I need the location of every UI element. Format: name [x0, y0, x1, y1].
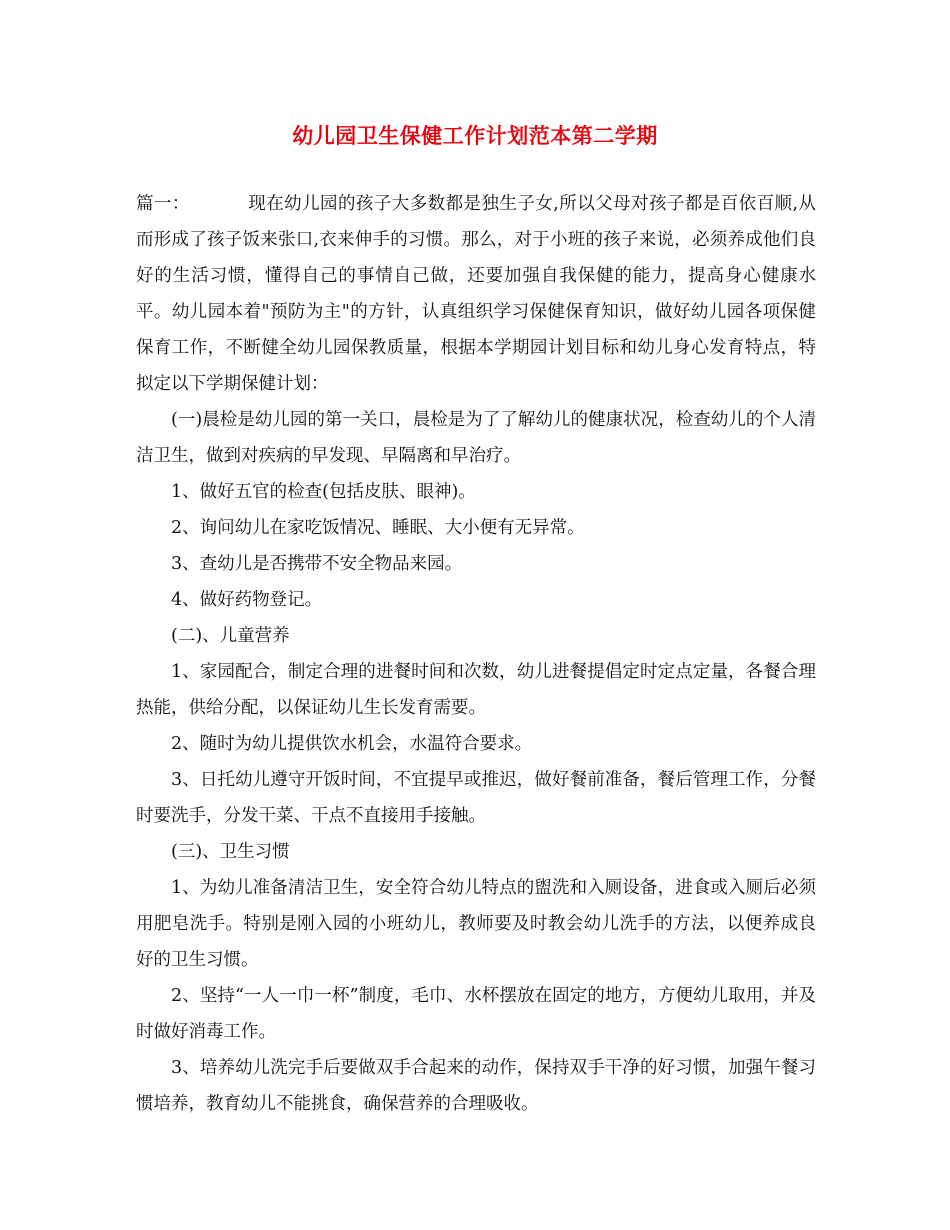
list-item: 1、为幼儿准备清洁卫生，安全符合幼儿特点的盥洗和入厕设备，进食或入厕后必须用肥皂洗手。特别是刚入园的小班幼儿，教师要及时教会幼儿洗手的方法，以便养成良好的卫生习惯。	[136, 878, 816, 970]
intro-paragraph	[136, 186, 816, 402]
list-item: 3、培养幼儿洗完手后要做双手合起来的动作，保持双手干净的好习惯，加强午餐习惯培养，教育幼儿不能挑食，确保营养的合理吸收。	[136, 1058, 816, 1114]
intro-label: 篇一：	[136, 194, 190, 214]
intro-text: 现在幼儿园的孩子大多数都是独生子女,所以父母对孩子都是百依百顺,从而形成了孩子饭来张口,衣来伸手的习惯。那么，对于小班的孩子来说，必须养成他们良好的生活习惯，懂得自己的事情自己做，还要加强自我保健的能力，提高身心健康水平。幼儿园本着"预防为主"的方针，认真组织学习保健保育知识，做好幼儿园各项保健保育工作，不断健全幼儿园保教质量，根据本学期园计划目标和幼儿身心发育特点，特拟定以下学期保健计划：	[136, 194, 817, 394]
document-title: 幼儿园卫生保健工作计划范本第二学期	[292, 123, 658, 148]
list-item: 1、家园配合，制定合理的进餐时间和次数，幼儿进餐提倡定时定点定量，各餐合理热能，供给分配，以保证幼儿生长发育需要。	[136, 662, 816, 718]
list-item: 2、坚持“一人一巾一杯”制度，毛巾、水杯摆放在固定的地方，方便幼儿取用，并及时做好消毒工作。	[136, 986, 816, 1042]
section-heading-nutrition: (二)、儿童营养	[171, 626, 290, 646]
list-item: 3、查幼儿是否携带不安全物品来园。	[171, 554, 463, 574]
list-item: 2、询问幼儿在家吃饭情况、睡眠、大小便有无异常。	[171, 518, 585, 538]
section-heading-hygiene: (三)、卫生习惯	[171, 842, 290, 862]
document-body	[136, 186, 816, 1122]
list-item: 1、做好五官的检查(包括皮肤、眼神)。	[171, 482, 476, 502]
paragraph-morning-check: (一)晨检是幼儿园的第一关口，晨检是为了了解幼儿的健康状况，检查幼儿的个人清洁卫生，做到对疾病的早发现、早隔离和早治疗。	[136, 410, 816, 466]
list-item: 2、随时为幼儿提供饮水机会，水温符合要求。	[171, 734, 533, 754]
list-item: 4、做好药物登记。	[171, 590, 323, 610]
list-item: 3、日托幼儿遵守开饭时间，不宜提早或推迟，做好餐前准备，餐后管理工作，分餐时要洗手，分发干菜、干点不直接用手接触。	[136, 770, 816, 826]
